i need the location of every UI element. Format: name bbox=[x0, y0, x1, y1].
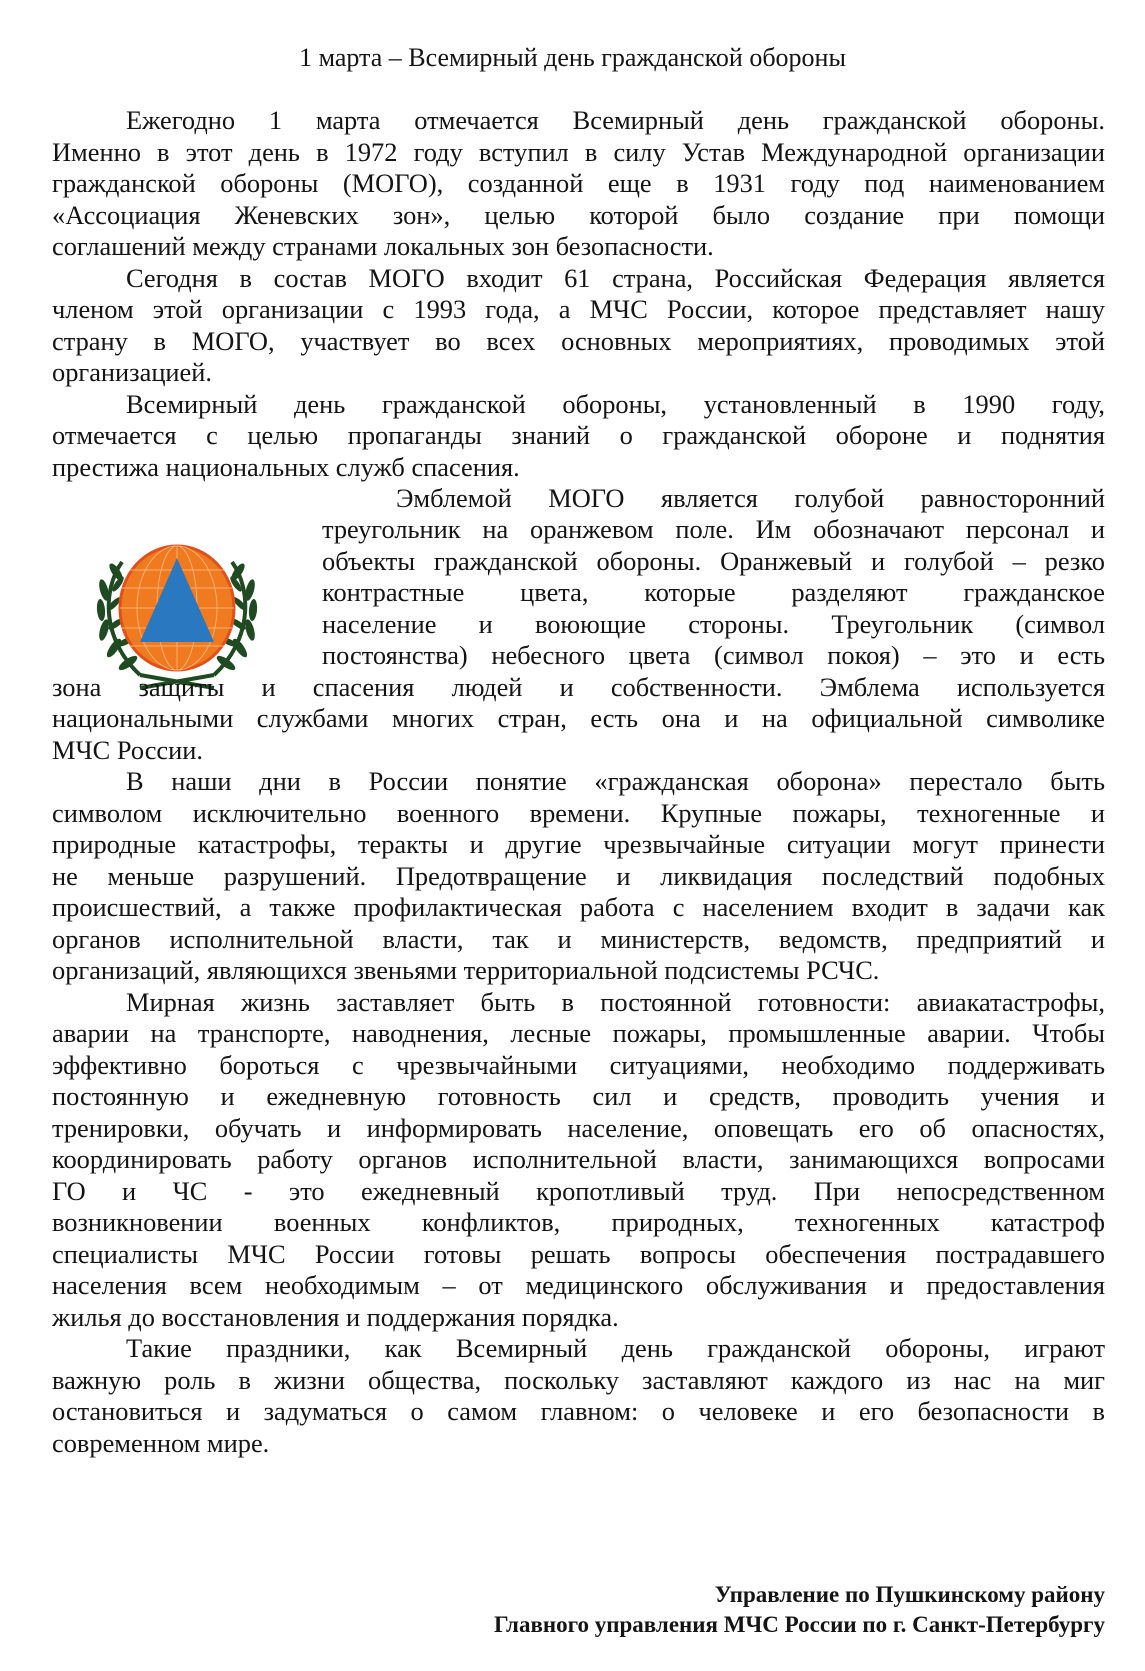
text-line: современном мире. bbox=[52, 1428, 270, 1458]
text-line: организаций, являющихся звеньями территориальной подсистемы РСЧС. bbox=[52, 955, 880, 985]
text-line: гражданской обороны (МОГО), созданной еще в 1931 году под наименованием bbox=[52, 168, 1105, 198]
text-line: координировать работу органов исполнительной власти, занимающихся вопросами bbox=[52, 1144, 1105, 1174]
text-line: объекты гражданской обороны. Оранжевый и голубой – резко bbox=[322, 546, 1105, 576]
text-line: Такие праздники, как Всемирный день гражданской обороны, играют bbox=[126, 1333, 1105, 1363]
text-line: МЧС России. bbox=[52, 735, 203, 765]
text-line: зона защиты и спасения людей и собственности. Эмблема используется bbox=[52, 672, 1105, 702]
text-line: «Ассоциация Женевских зон», целью которой было создание при помощи bbox=[52, 200, 1105, 230]
text-line: символом исключительно военного времени. Крупные пожары, техногенные и bbox=[52, 798, 1105, 828]
signature-line: Управление по Пушкинскому району bbox=[714, 1582, 1105, 1607]
text-line: аварии на транспорте, наводнения, лесные пожары, промышленные аварии. Чтобы bbox=[52, 1018, 1105, 1048]
text-line: эффективно бороться с чрезвычайными ситуациями, необходимо поддерживать bbox=[52, 1050, 1105, 1080]
text-line: тренировки, обучать и информировать население, оповещать его об опасностях, bbox=[52, 1113, 1105, 1143]
text-line: специалисты МЧС России готовы решать вопросы обеспечения пострадавшего bbox=[52, 1239, 1105, 1269]
text-line: жилья до восстановления и поддержания порядка. bbox=[52, 1302, 619, 1332]
text-line: происшествий, а также профилактическая работа с населением входит в задачи как bbox=[52, 892, 1105, 922]
text-line: Именно в этот день в 1972 году вступил в силу Устав Международной организации bbox=[52, 137, 1105, 167]
text-line: Эмблемой МОГО является голубой равносторонний bbox=[396, 483, 1105, 513]
mogo-emblem-image bbox=[92, 540, 262, 690]
text-line: Сегодня в состав МОГО входит 61 страна, Российская Федерация является bbox=[126, 263, 1105, 293]
text-line: В наши дни в России понятие «гражданская оборона» перестало быть bbox=[126, 766, 1105, 796]
text-line: органов исполнительной власти, так и министерств, ведомств, предприятий и bbox=[52, 924, 1105, 954]
text-line: членом этой организации с 1993 года, а МЧС России, которое представляет нашу bbox=[52, 294, 1105, 324]
text-line: страну в МОГО, участвует во всех основных мероприятиях, проводимых этой bbox=[52, 326, 1105, 356]
text-line: постоянную и ежедневную готовность сил и средств, проводить учения и bbox=[52, 1081, 1105, 1111]
text-line: национальными службами многих стран, есть она и на официальной символике bbox=[52, 703, 1105, 733]
text-line: Всемирный день гражданской обороны, установленный в 1990 году, bbox=[126, 389, 1105, 419]
text-line: возникновении военных конфликтов, природных, техногенных катастроф bbox=[52, 1207, 1105, 1237]
text-line: ГО и ЧС - это ежедневный кропотливый труд. При непосредственном bbox=[52, 1176, 1105, 1206]
text-line: важную роль в жизни общества, поскольку заставляют каждого из нас на миг bbox=[52, 1365, 1105, 1395]
text-line: природные катастрофы, теракты и другие чрезвычайные ситуации могут принести bbox=[52, 829, 1105, 859]
text-line: остановиться и задуматься о самом главном: о человеке и его безопасности в bbox=[52, 1396, 1105, 1426]
text-line: население и воюющие стороны. Треугольник (символ bbox=[322, 609, 1105, 639]
text-line: организацией. bbox=[52, 357, 212, 387]
text-line: соглашений между странами локальных зон безопасности. bbox=[52, 231, 714, 261]
signature-line: Главного управления МЧС России по г. Санкт-Петербургу bbox=[494, 1612, 1105, 1637]
text-line: контрастные цвета, которые разделяют гражданское bbox=[322, 577, 1105, 607]
text-line: Мирная жизнь заставляет быть в постоянной готовности: авиакатастрофы, bbox=[126, 987, 1105, 1017]
text-line: постоянства) небесного цвета (символ покоя) – это и есть bbox=[322, 640, 1105, 670]
text-line: треугольник на оранжевом поле. Им обозначают персонал и bbox=[322, 514, 1105, 544]
text-line: населения всем необходимым – от медицинского обслуживания и предоставления bbox=[52, 1270, 1105, 1300]
text-line: не меньше разрушений. Предотвращение и ликвидация последствий подобных bbox=[52, 861, 1105, 891]
text-line: отмечается с целью пропаганды знаний о гражданской обороне и поднятия bbox=[52, 420, 1105, 450]
document-title: 1 марта – Всемирный день гражданской обороны bbox=[299, 43, 846, 72]
text-line: Ежегодно 1 марта отмечается Всемирный день гражданской обороны. bbox=[126, 105, 1105, 135]
text-line: престижа национальных служб спасения. bbox=[52, 452, 520, 482]
